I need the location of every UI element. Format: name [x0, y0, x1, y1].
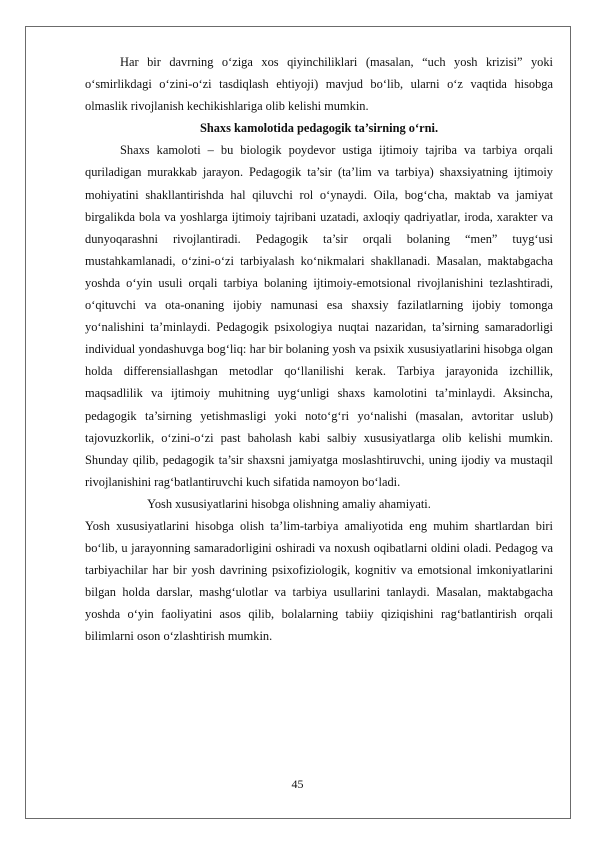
page-body — [85, 51, 553, 648]
page-number: 45 — [291, 777, 304, 791]
main-paragraph: Shaxs kamoloti – bu biologik poydevor ustiga ijtimoiy tajriba va tarbiya orqali quriladigan murakkab jarayon. Pedagogik ta’sir (ta’lim va tarbiya) shaxsiyatning ijtimoiy mohiyatini shakllantirishda hal qiluvchi rol o‘ynaydi. Oila, bog‘cha, maktab va jamiyat birgalikda bola va yoshlarga ijtimoiy tajribani uzatadi, axloqiy qadriyatlar, iroda, xarakter va dunyoqarashni rivojlantiradi. Pedagogik ta’sir orqali bolaning “men” tuyg‘usi mustahkamlanadi, o‘zini-o‘zi tarbiyalash ko‘nikmalari shakllanadi. Masalan, maktabgacha yoshda o‘yin usuli orqali tarbiya bolaning ijtimoiy-emotsional rivojlanishini tezlashtiradi, o‘qituvchi va ota-onaning ijobiy namunasi esa shaxsiy fazilatlarning ijobiy tomonga yo‘nalishini ta’minlaydi. Pedagogik psixologiya nuqtai nazaridan, ta’sirning samaradorligi individual yondashuvga bog‘liq: har bir bolaning yosh va psixik xususiyatlarini hisobga olgan holda differensiallashgan metodlar qo‘llanilishi kerak. Tarbiya jarayonida izchillik, maqsadlilik va ijtimoiy muhitning uyg‘unligi shaxs kamolotini ta’minlaydi. Aksincha, pedagogik ta’sirning yetishmasligi yoki noto‘g‘ri yo‘nalishi (masalan, avtoritar uslub) tajovuzkorlik, o‘zini-o‘zi past baholash kabi salbiy xususiyatlarga olib kelishi mumkin. Shunday qilib, pedagogik ta’sir shaxsni jamiyatga moslashtiruvchi, uning ijodiy va mustaqil rivojlanishini rag‘batlantiruvchi kuch sifatida namoyon bo‘ladi. — [85, 143, 553, 489]
section-heading: Shaxs kamolotida pedagogik ta’sirning o‘rni. — [199, 121, 439, 136]
subsection-heading: Yosh xususiyatlarini hisobga olishning amaliy ahamiyati. — [147, 496, 431, 511]
final-paragraph: Yosh xususiyatlarini hisobga olish ta’lim-tarbiya amaliyotida eng muhim shartlardan biri bo‘lib, u jarayonning samaradorligini oshiradi va noxush oqibatlarni oldini oladi. Pedagog va tarbiyachilar har bir yosh davrining psixofiziologik, kognitiv va emotsional imkoniyatlarini bilgan holda darslar, mashg‘ulotlar va tarbiya usullarini tanlaydi. Masalan, maktabgacha yoshda o‘yin faoliyatini asos qilib, bolalarning tabiiy qiziqishini rag‘batlantirish orqali bilimlarni oson o‘zlashtirish mumkin. — [85, 518, 553, 644]
intro-paragraph: Har bir davrning o‘ziga xos qiyinchiliklari (masalan, “uch yosh krizisi” yoki o‘smirlikdagi o‘zini-o‘zi tasdiqlash ehtiyoji) mavjud bo‘lib, ularni o‘z vaqtida hisobga olmaslik rivojlanish kechikishlariga olib kelishi mumkin. — [85, 55, 553, 114]
